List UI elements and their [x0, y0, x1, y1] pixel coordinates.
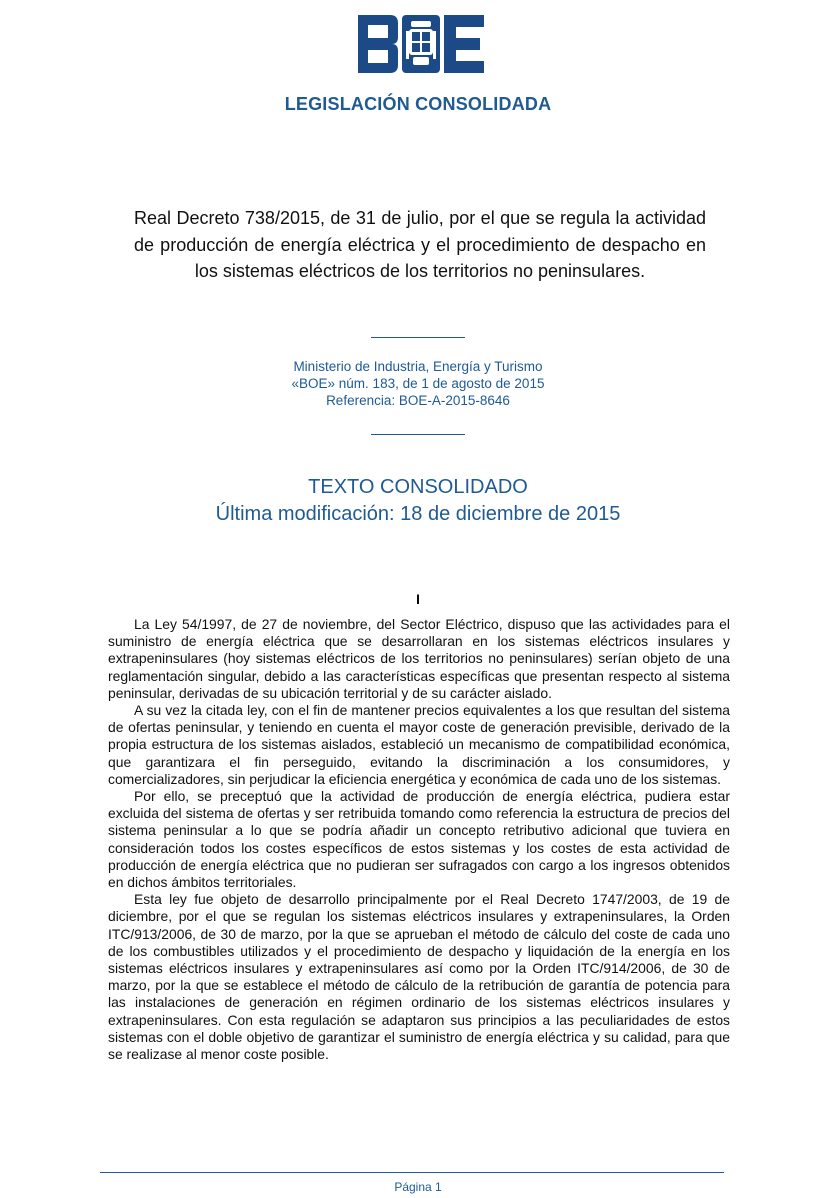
collection-title: LEGISLACIÓN CONSOLIDADA: [284, 94, 552, 114]
consolidated-header: [0, 474, 836, 528]
paragraph: La Ley 54/1997, de 27 de noviembre, del Sector Eléctrico, dispuso que las actividades para el suministro de energía eléctrica que se desarrollaran en los sistemas eléctricos insulares y extrapeninsulares (hoy sistemas eléctricos de los territorios no peninsulares) serían objeto de una reglamentación singular, debido a las características específicas que presentan respecto al sistema peninsular, derivadas de su ubicación territorial y de su carácter aislado.: [108, 616, 730, 701]
ministry: Ministerio de Industria, Energía y Turismo: [293, 359, 543, 374]
publication-info: «BOE» núm. 183, de 1 de agosto de 2015: [291, 376, 545, 391]
body-text: [108, 616, 730, 1063]
paragraph: A su vez la citada ley, con el fin de mantener precios equivalentes a los que resultan del sistema de ofertas peninsular, y teniendo en cuenta el mayor coste de generación previsible, derivado de la propia estructura de los sistemas aislados, estableció un mecanismo de compatibilidad económica, que garantizara el fin perseguido, evitando la discriminación a los consumidores, y comercializadores, sin perjudicar la eficiencia energética y económica de cada uno de los sistemas.: [108, 702, 730, 787]
reference: Referencia: BOE-A-2015-8646: [326, 393, 510, 408]
footer-divider: [100, 1172, 724, 1173]
paragraph: Por ello, se preceptuó que la actividad de producción de energía eléctrica, pudiera estar excluida del sistema de ofertas y ser retribuida tomando como referencia la estructura de precios del sistema peninsular a lo que se podría añadir un concepto retributivo adicional que tuviera en consideración todos los costes específicos de estos sistemas y los costes de esta actividad de producción de energía eléctrica que no pudieran ser sufragados con cargo a los ingresos obtenidos en dichos ámbitos territoriales.: [108, 788, 730, 891]
page-number: Página 1: [394, 1180, 442, 1194]
paragraph: Esta ley fue objeto de desarrollo principalmente por el Real Decreto 1747/2003, de 19 de diciembre, por el que se regulan los sistemas eléctricos insulares y extrapeninsulares, la Orden ITC/913/2006, de 30 de marzo, por la que se aprueban el método de cálculo del coste de cada uno de los combustibles utilizados y el procedimiento de despacho y liquidación de la energía en los sistemas eléctricos insulares y extrapeninsulares así como por la Orden ITC/914/2006, de 30 de marzo, por la que se establece el método de cálculo de la retribución de garantía de potencia para las instalaciones de generación en régimen ordinario de los sistemas eléctricos insulares y extrapeninsulares. Con esta regulación se adaptaron sus principios a las peculiaridades de estos sistemas con el doble objetivo de garantizar el suministro de energía eléctrica y su calidad, para que se realizase al menor coste posible.: [108, 891, 730, 1063]
last-modified: Última modificación: 18 de diciembre de 2015: [215, 503, 621, 525]
separator-bottom: [371, 434, 465, 435]
boe-logo: [358, 15, 484, 73]
section-heading: I: [416, 592, 420, 607]
document-metadata: [0, 358, 836, 409]
separator-top: [371, 337, 465, 338]
document-title: Real Decreto 738/2015, de 31 de julio, por el que se regula la actividad de producción de energía eléctrica y el procedimiento de despacho en los sistemas eléctricos de los territorios no peninsulares.: [134, 208, 706, 281]
consolidated-label: TEXTO CONSOLIDADO: [308, 476, 528, 498]
